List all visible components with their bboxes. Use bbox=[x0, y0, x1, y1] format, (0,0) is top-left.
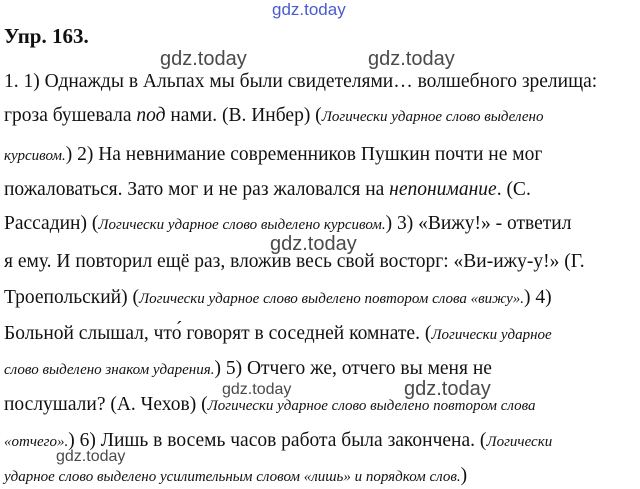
explanation-note: Логически ударное bbox=[431, 327, 552, 343]
explanation-note: Логически ударное слово выделено повтором слова «вижу». bbox=[138, 291, 525, 307]
watermark: gdz.today bbox=[404, 378, 491, 400]
watermark: gdz.today bbox=[270, 233, 357, 255]
watermark: gdz.today bbox=[222, 381, 292, 398]
text-segment: ) 3) «Вижу!» - ответил bbox=[385, 213, 572, 234]
text-segment: послушали? (А. Чехов) ( bbox=[4, 394, 208, 415]
text-segment: нами. (В. Инбер) ( bbox=[165, 105, 322, 126]
text-line bbox=[4, 178, 636, 202]
text-line bbox=[4, 464, 636, 489]
text-segment: Рассадин) ( bbox=[4, 213, 99, 234]
exercise-title: Упр. 163. bbox=[4, 24, 89, 48]
emphasized-word: под bbox=[136, 105, 166, 126]
explanation-note: ударное слово выделено усилительным словом «лишь» и порядком слов. bbox=[4, 469, 461, 485]
text-line bbox=[4, 212, 636, 237]
text-line bbox=[4, 393, 636, 418]
watermark: gdz.today bbox=[160, 48, 247, 70]
emphasized-word: непонимание bbox=[389, 179, 497, 200]
text-segment: я ему. И повторил ещё раз, вложив весь свой восторг: «Ви-ижу-у!» (Г. bbox=[4, 251, 585, 272]
text-line bbox=[4, 357, 636, 382]
text-line bbox=[4, 322, 636, 347]
watermark: gdz.today bbox=[272, 0, 346, 19]
explanation-note: «отчего». bbox=[4, 434, 69, 450]
explanation-note: Логически ударное слово выделено курсивом. bbox=[98, 217, 386, 233]
watermark: gdz.today bbox=[368, 48, 455, 70]
text-line bbox=[4, 143, 636, 168]
explanation-note: Логически bbox=[486, 434, 553, 450]
text-segment: гроза бушевала bbox=[4, 105, 137, 126]
explanation-note: слово выделено знаком ударения. bbox=[4, 362, 215, 378]
text-line bbox=[4, 250, 636, 274]
text-segment: ) 2) На невнимание современников Пушкин почти не мог bbox=[65, 144, 543, 165]
text-segment: ) 5) Отчего же, отчего вы меня не bbox=[214, 358, 492, 379]
text-line bbox=[4, 104, 636, 129]
text-line bbox=[4, 70, 636, 94]
text-segment: 1. 1) Однажды в Альпах мы были свидетелями… волшебного зрелища: bbox=[4, 71, 598, 92]
explanation-note: курсивом. bbox=[4, 148, 66, 164]
watermark: gdz.today bbox=[56, 448, 126, 465]
text-line bbox=[4, 286, 636, 311]
text-segment: ) bbox=[460, 465, 468, 486]
text-segment: пожаловаться. Зато мог и не раз жаловался на bbox=[4, 179, 390, 200]
explanation-note: Логически ударное слово выделено повтором слова bbox=[207, 398, 536, 414]
text-segment: . (С. bbox=[496, 179, 531, 200]
text-segment: ) 4) bbox=[524, 287, 552, 308]
text-segment: Больной слышал, что́ говорят в соседней комнате. ( bbox=[4, 323, 432, 344]
text-segment: ) 6) Лишь в восемь часов работа была закончена. ( bbox=[68, 430, 487, 451]
text-line bbox=[4, 429, 636, 454]
explanation-note: Логически ударное слово выделено bbox=[321, 109, 544, 125]
text-segment: Троепольский) ( bbox=[4, 287, 139, 308]
